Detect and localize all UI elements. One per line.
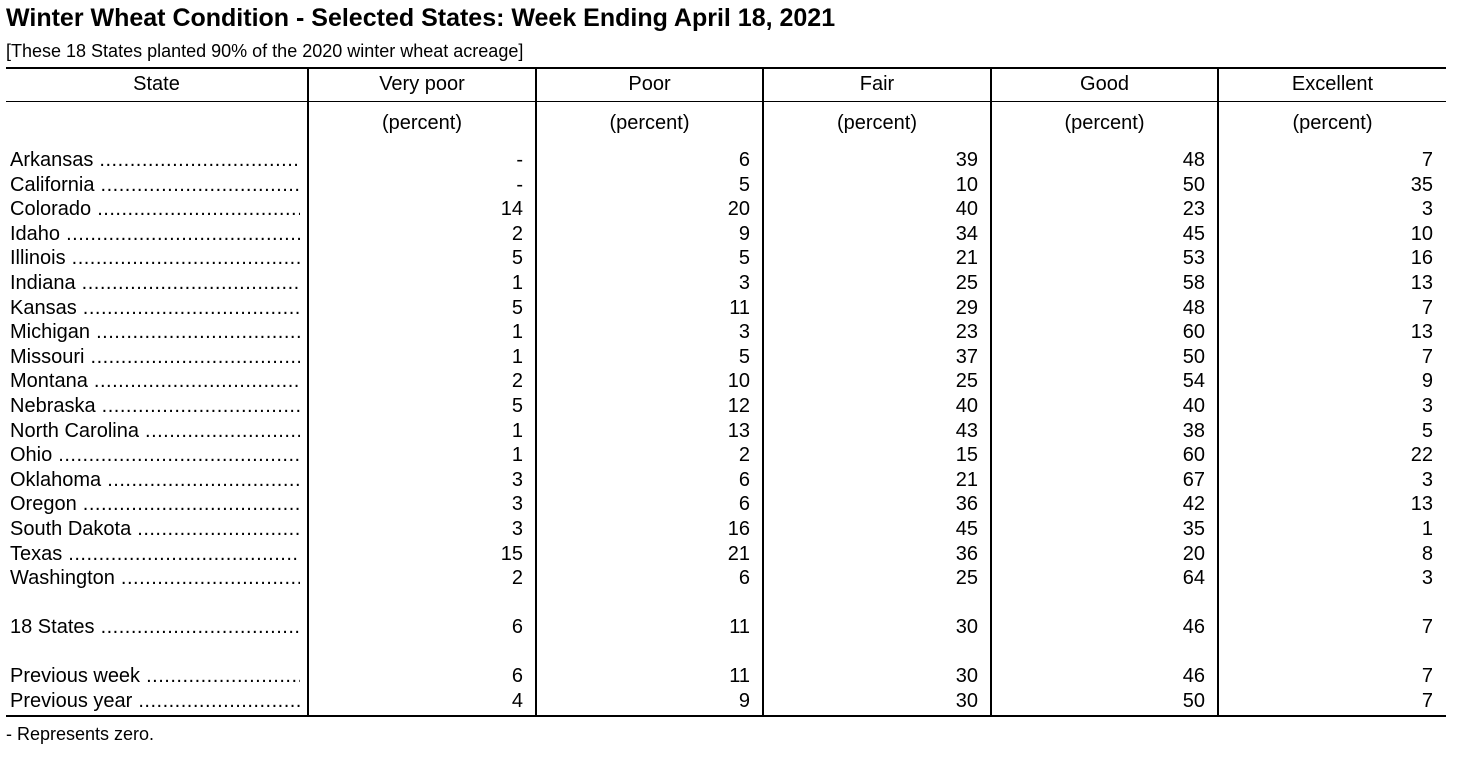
table-cell: 15	[500, 543, 523, 565]
table-cell: 60	[1182, 321, 1205, 343]
table-cell: 3	[511, 469, 523, 491]
table-row	[0, 320, 1458, 344]
table-cell: 67	[1182, 469, 1205, 491]
table-cell: 25	[955, 567, 978, 589]
table-cell: 45	[1182, 223, 1205, 245]
table-row	[0, 173, 1458, 197]
bottom-rule	[6, 715, 1446, 717]
row-label: Missouri .....	[10, 345, 300, 369]
table-cell: 54	[1182, 370, 1205, 392]
table-cell: 60	[1182, 444, 1205, 466]
row-label: Nebraska .....	[10, 394, 300, 418]
table-cell: 10	[955, 174, 978, 196]
table-cell: 25	[955, 272, 978, 294]
table-cell: 53	[1182, 247, 1205, 269]
table-cell: 30	[955, 690, 978, 712]
table-cell: 37	[955, 346, 978, 368]
table-cell: 3	[1421, 469, 1433, 491]
table-cell: -	[516, 149, 523, 171]
table-cell: 21	[955, 469, 978, 491]
table-cell: 6	[738, 567, 750, 589]
column-header-fair: Fair	[859, 73, 895, 95]
row-label: Kansas .....	[10, 296, 300, 320]
table-cell: 38	[1182, 420, 1205, 442]
row-label: North Carolina .....	[10, 419, 300, 443]
footnote: - Represents zero.	[6, 724, 155, 744]
table-cell: 35	[1410, 174, 1433, 196]
row-label: 18 States .....	[10, 615, 300, 639]
table-cell: 40	[955, 198, 978, 220]
table-row	[0, 443, 1458, 467]
table-cell: 2	[738, 444, 750, 466]
table-cell: 12	[727, 395, 750, 417]
table-cell: 1	[511, 272, 523, 294]
table-cell: 7	[1421, 690, 1433, 712]
table-row	[0, 419, 1458, 443]
table-cell: 40	[1182, 395, 1205, 417]
table-cell: 39	[955, 149, 978, 171]
table-cell: 36	[955, 493, 978, 515]
table-cell: 7	[1421, 149, 1433, 171]
table-cell: 7	[1421, 297, 1433, 319]
table-cell: 9	[738, 223, 750, 245]
table-cell: 15	[955, 444, 978, 466]
table-cell: 22	[1410, 444, 1433, 466]
table-row	[0, 517, 1458, 541]
column-header-very-poor: Very poor	[379, 73, 465, 95]
table-cell: 3	[1421, 567, 1433, 589]
header-rule	[6, 101, 1446, 102]
row-label: Oklahoma .....	[10, 468, 300, 492]
table-row	[0, 222, 1458, 246]
table-cell: 23	[1182, 198, 1205, 220]
unit-label: (percent)	[1064, 112, 1145, 134]
table-subtitle: [These 18 States planted 90% of the 2020 winter wheat acreage]	[6, 41, 524, 61]
row-label: Previous week .....	[10, 664, 300, 688]
table-cell: 42	[1182, 493, 1205, 515]
table-row	[0, 369, 1458, 393]
table-cell: 1	[511, 321, 523, 343]
table-cell: 4	[511, 690, 523, 712]
table-cell: 3	[738, 272, 750, 294]
row-label: Previous year .....	[10, 689, 300, 713]
table-cell: 1	[511, 346, 523, 368]
row-label: Colorado .....	[10, 197, 300, 221]
table-cell: 29	[955, 297, 978, 319]
table-row	[0, 542, 1458, 566]
row-label: Michigan .....	[10, 320, 300, 344]
table-cell: 21	[727, 543, 750, 565]
column-header-good: Good	[1080, 73, 1129, 95]
table-cell: 36	[955, 543, 978, 565]
table-cell: 43	[955, 420, 978, 442]
table-cell: 20	[727, 198, 750, 220]
comparison-row	[0, 664, 1458, 688]
row-label: Arkansas .....	[10, 148, 300, 172]
table-cell: 46	[1182, 665, 1205, 687]
table-cell: 10	[727, 370, 750, 392]
table-cell: 11	[729, 297, 750, 319]
table-cell: 8	[1421, 543, 1433, 565]
table-cell: 50	[1182, 690, 1205, 712]
row-label: Oregon .....	[10, 492, 300, 516]
table-cell: 40	[955, 395, 978, 417]
row-label: Washington .....	[10, 566, 300, 590]
top-rule	[6, 67, 1446, 69]
table-cell: 5	[1421, 420, 1433, 442]
table-cell: 7	[1421, 346, 1433, 368]
table-cell: 13	[727, 420, 750, 442]
table-cell: 5	[738, 247, 750, 269]
unit-label: (percent)	[381, 112, 463, 134]
table-cell: 34	[955, 223, 978, 245]
table-cell: 50	[1182, 174, 1205, 196]
table-cell: 7	[1421, 665, 1433, 687]
table-cell: 11	[729, 665, 750, 687]
unit-label: (percent)	[609, 112, 690, 134]
table-cell: 58	[1182, 272, 1205, 294]
table-cell: 9	[738, 690, 750, 712]
row-label: California .....	[10, 173, 300, 197]
unit-label: (percent)	[1292, 112, 1373, 134]
table-cell: 13	[1410, 493, 1433, 515]
table-cell: 16	[1410, 247, 1433, 269]
total-row	[0, 615, 1458, 639]
table-row	[0, 148, 1458, 172]
table-row	[0, 566, 1458, 590]
table-cell: 5	[511, 297, 523, 319]
row-label: South Dakota .....	[10, 517, 300, 541]
table-title: Winter Wheat Condition - Selected States: Week Ending April 18, 2021	[6, 4, 836, 32]
table-cell: 3	[1421, 198, 1433, 220]
table-row	[0, 345, 1458, 369]
table-cell: 5	[511, 395, 523, 417]
table-cell: 5	[511, 247, 523, 269]
table-cell: -	[516, 174, 523, 196]
table-cell: 6	[738, 149, 750, 171]
table-row	[0, 271, 1458, 295]
table-cell: 9	[1421, 370, 1433, 392]
column-header-excellent: Excellent	[1291, 73, 1374, 95]
table-cell: 6	[738, 469, 750, 491]
table-cell: 3	[511, 493, 523, 515]
table-cell: 45	[955, 518, 978, 540]
table-cell: 16	[727, 518, 750, 540]
row-label: Illinois .....	[10, 246, 300, 270]
table-cell: 6	[511, 665, 523, 687]
row-label: Ohio .....	[10, 443, 300, 467]
table-cell: 3	[1421, 395, 1433, 417]
table-cell: 20	[1182, 543, 1205, 565]
table-row	[0, 492, 1458, 516]
table-row	[0, 246, 1458, 270]
row-label: Texas .....	[10, 542, 300, 566]
table-cell: 48	[1182, 297, 1205, 319]
table-cell: 6	[511, 616, 523, 638]
table-cell: 1	[511, 444, 523, 466]
row-label: Montana .....	[10, 369, 300, 393]
table-cell: 50	[1182, 346, 1205, 368]
row-label: Idaho .....	[10, 222, 300, 246]
table-cell: 2	[511, 370, 523, 392]
table-cell: 48	[1182, 149, 1205, 171]
table-cell: 5	[738, 346, 750, 368]
comparison-row	[0, 689, 1458, 713]
table-cell: 23	[955, 321, 978, 343]
row-label: Indiana .....	[10, 271, 300, 295]
table-cell: 64	[1182, 567, 1205, 589]
table-row	[0, 468, 1458, 492]
table-cell: 3	[511, 518, 523, 540]
table-cell: 30	[955, 665, 978, 687]
table-cell: 25	[955, 370, 978, 392]
table-cell: 46	[1182, 616, 1205, 638]
table-cell: 30	[955, 616, 978, 638]
table-cell: 13	[1410, 321, 1433, 343]
column-header-state: State	[133, 73, 180, 95]
table-cell: 21	[955, 247, 978, 269]
table-cell: 11	[729, 616, 750, 638]
column-header-poor: Poor	[628, 73, 671, 95]
table-cell: 13	[1410, 272, 1433, 294]
table-cell: 10	[1410, 223, 1433, 245]
table-cell: 6	[738, 493, 750, 515]
table-cell: 5	[738, 174, 750, 196]
table-cell: 1	[511, 420, 523, 442]
unit-label: (percent)	[836, 112, 918, 134]
table-cell: 2	[511, 223, 523, 245]
table-cell: 7	[1421, 616, 1433, 638]
table-cell: 2	[511, 567, 523, 589]
table-row	[0, 197, 1458, 221]
table-cell: 1	[1421, 518, 1433, 540]
table-cell: 3	[738, 321, 750, 343]
table-cell: 14	[500, 198, 523, 220]
table-cell: 35	[1182, 518, 1205, 540]
table-row	[0, 394, 1458, 418]
table-row	[0, 296, 1458, 320]
